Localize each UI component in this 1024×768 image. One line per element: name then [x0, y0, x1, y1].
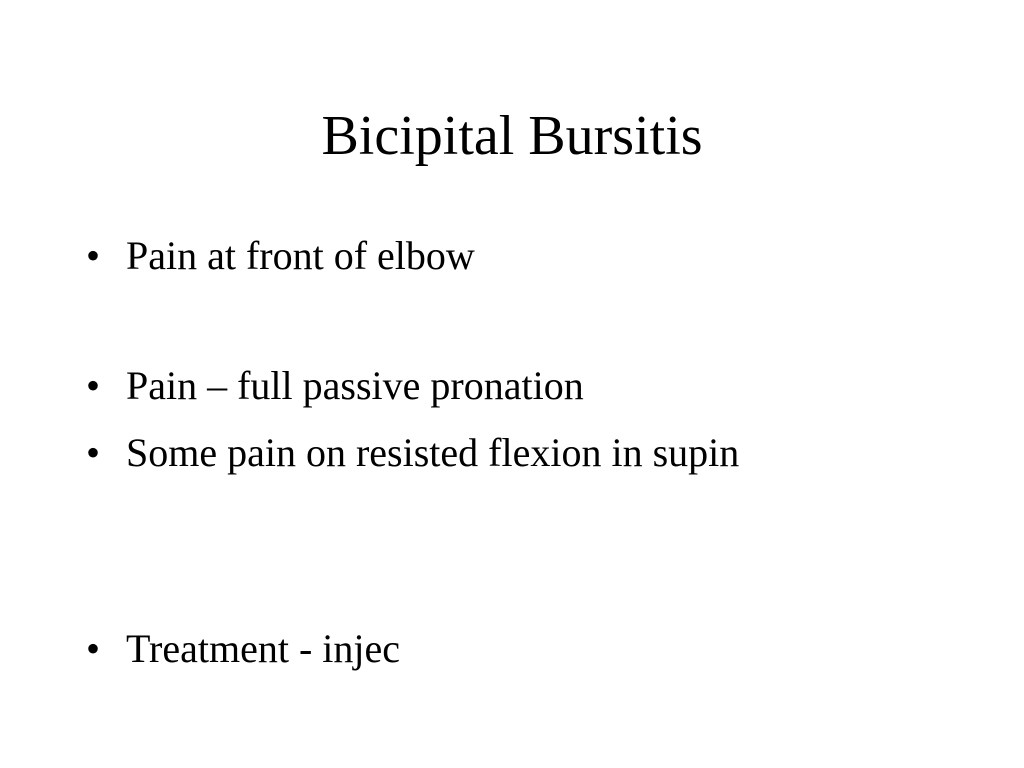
bullet-text: Pain – full passive pronation [126, 363, 584, 408]
bullet-item [86, 232, 475, 280]
bullet-text: Treatment - injec [126, 626, 401, 671]
bullet-icon: • [86, 233, 101, 278]
bullet-icon: • [86, 363, 101, 408]
slide-title: Bicipital Bursitis [321, 105, 703, 167]
bullet-item [86, 362, 584, 410]
bullet-item [86, 625, 400, 673]
bullet-text: Pain at front of elbow [126, 233, 475, 278]
bullet-icon: • [86, 626, 101, 671]
bullet-item [86, 429, 739, 477]
bullet-icon: • [86, 430, 101, 475]
bullet-text: Some pain on resisted flexion in supin [126, 430, 740, 475]
